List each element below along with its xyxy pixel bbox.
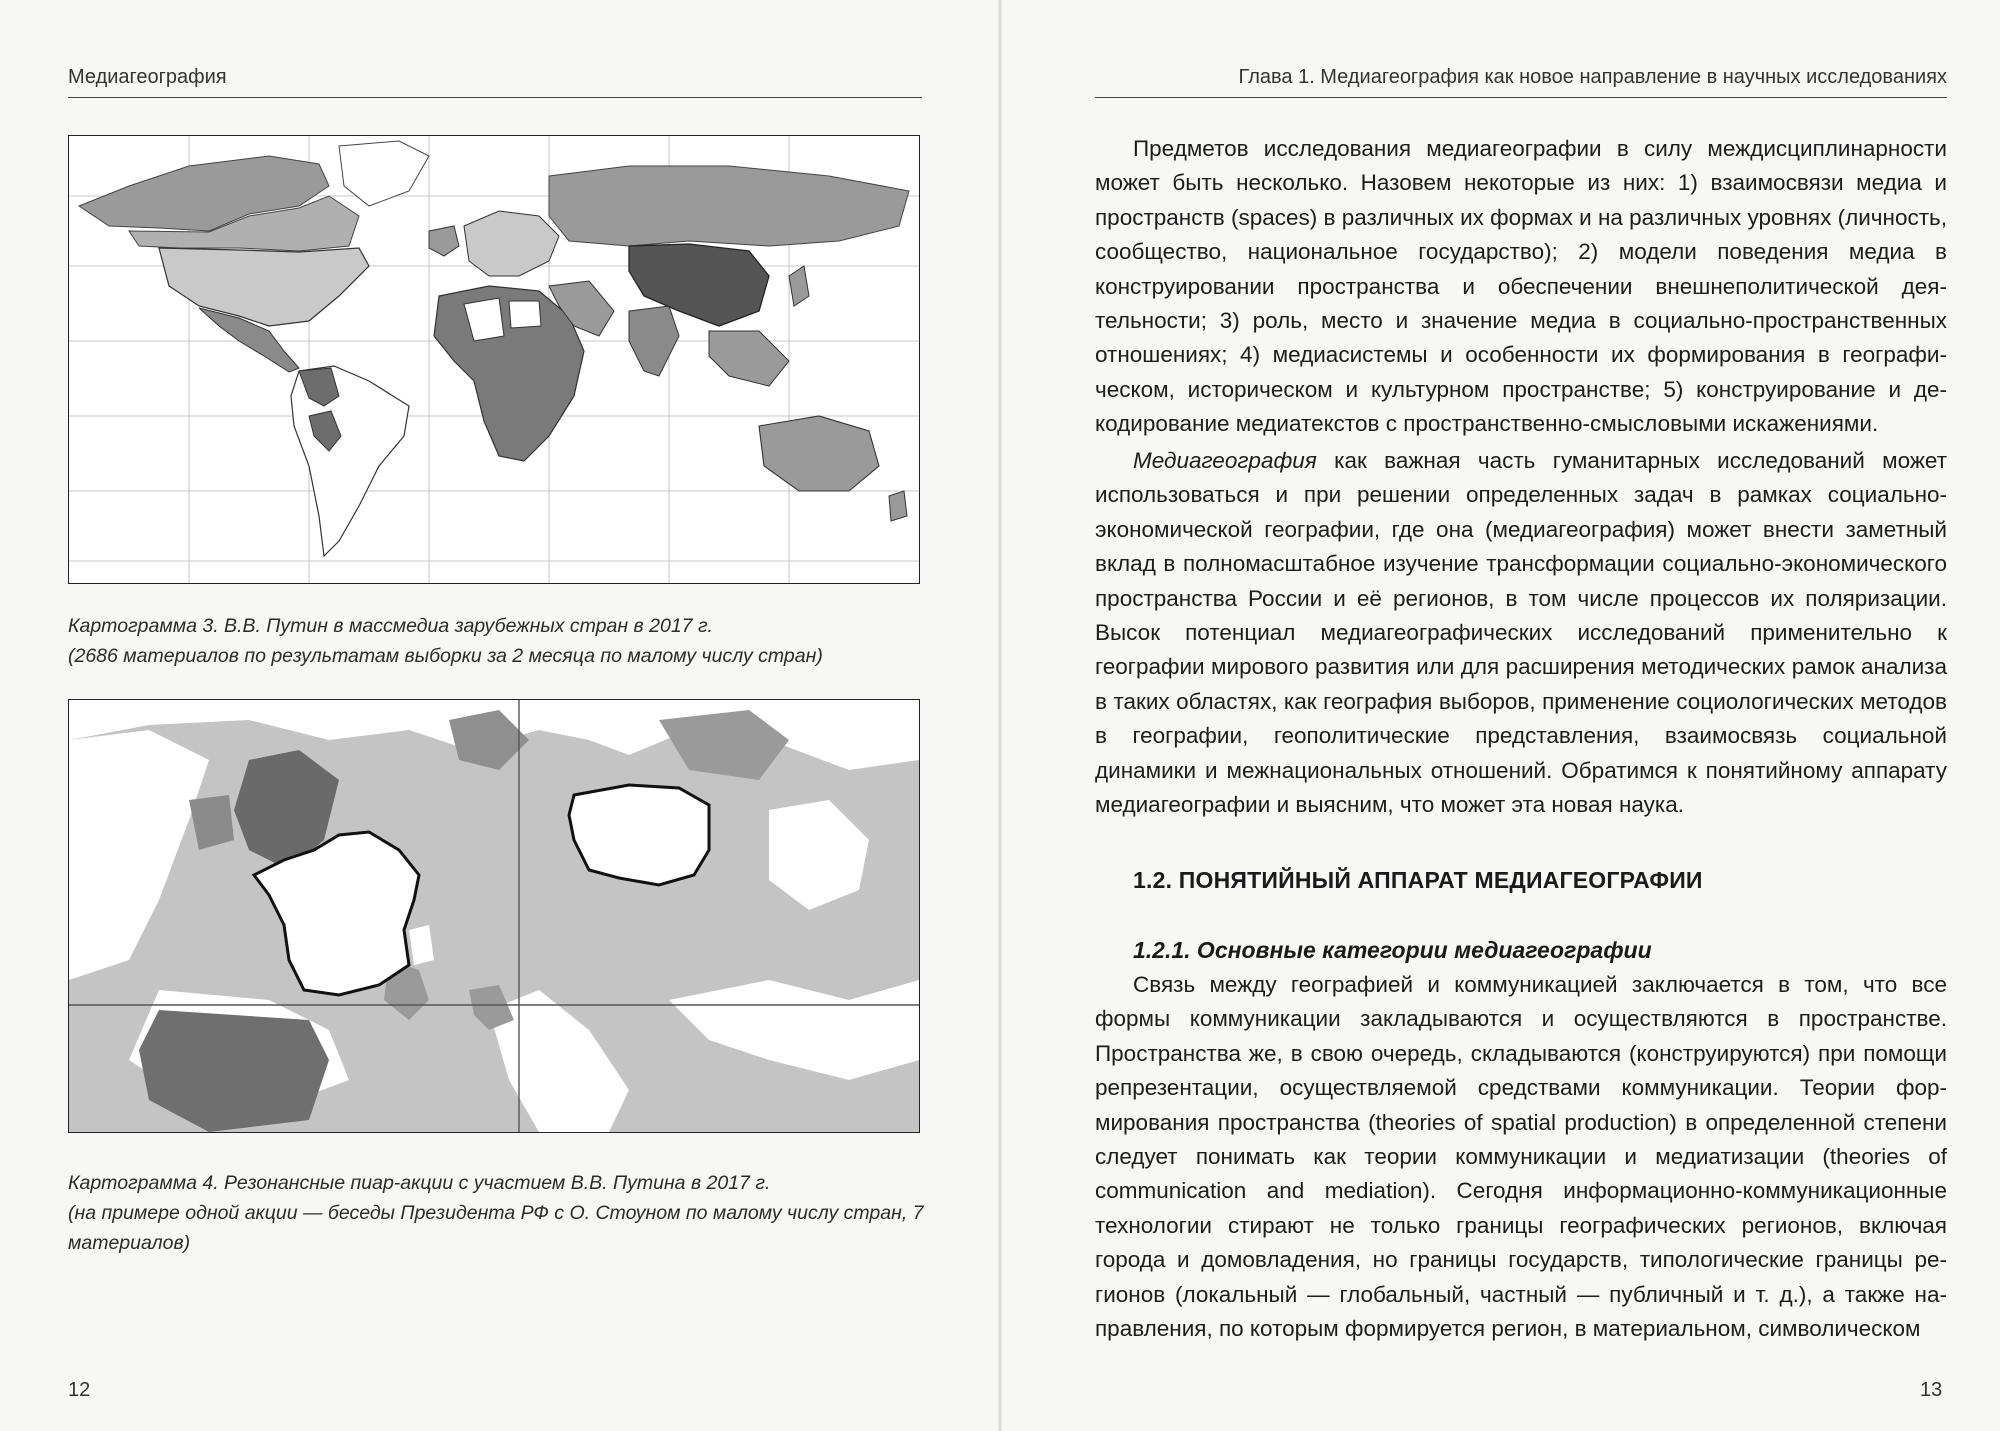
paragraph-2-rest: как важная часть гуманитарных исследований может использоваться и при решении определенных задач в рамках социально-экономической географии, где она (медиагеография) может внести заметный вклад в полномасштабное изучение трансформации социально-экономического пространства России и её регионов, в том числе процессов их поляризации. Высок потенциал медиагеографических исследований применительно к географии мирового развития или для расширения методических рамок анализа в таких областях, как география выборов, применение социологических методов в географии, геополитические представления, взаимосвязь социальной динамики и межнациональных отношений. Обратимся к понятийному аппарату медиагеографии и выясним, что может эта новая наука. [1095, 448, 1947, 818]
paragraph-2-text [1095, 444, 1947, 822]
paragraph-3-text: Связь между географией и коммуникацией заключается в том, что все формы коммуникации закладываются и осуществляются в пространстве. Пространства же, в свою очередь, складываются (конструируются) при помощи репрезентации, осуществляемой средствами коммуникации. Теории формирования пространства (theories of spatial production) в определенной степени следует понимать как теории коммуникации и медиатизации (theories of communication and mediation). Сегодня информационно-коммуникационные технологии стирают не только границы географических регионов, включая города и домовладения, но границы государств, типологические границы регионов (локальный — глобальный, частный — публичный и т. д.), а также направления, по которым формируется регион, в материальном, символическом [1095, 972, 1947, 1342]
europe-map-graphic [69, 700, 919, 1132]
right-page [1000, 0, 2000, 1431]
paragraph-2-term: Медиагеография [1133, 448, 1317, 473]
subsection-heading: 1.2.1. Основные категории медиагеографии [1133, 937, 1652, 963]
map1-caption-line2: (2686 материалов по результатам выборки за 2 месяца по малому числу стран) [68, 645, 823, 667]
map2-caption-line2: (на примере одной акции — беседы Президента РФ с О. Стоуном по малому числу стран, 7 материалов) [68, 1202, 924, 1254]
paragraph-3 [1095, 968, 1947, 1346]
map2-caption [68, 1168, 928, 1258]
map1-caption [68, 611, 928, 671]
world-map-cartogram [68, 135, 920, 584]
map2-caption-line1: Картограмма 4. Резонансные пиар-акции с участием В.В. Путина в 2017 г. [68, 1172, 771, 1194]
running-head-right: Глава 1. Медиагеография как новое направление в научных исследованиях [1095, 66, 1947, 98]
running-head-left: Медиагеография [68, 66, 922, 98]
paragraph-1 [1095, 132, 1947, 442]
paragraph-1-text: Предметов исследования медиагеографии в силу междисциплинарности может быть несколько. Назовем некоторые из них: 1) взаимосвязи медиа и пространств (spaces) в различных их формах и на различных уровнях (личность, сообщество, национальное государство); 2) модели поведения медиа в конструировании пространства и обеспечении внешнеполитической деятельности; 3) роль, место и значение медиа в социально-пространственных отношениях; 4) медиасистемы и особенности их формирования в географическом, историческом и культурном пространстве; 5) конструирование и декодирование медиатекстов с пространственно-смысловыми искажениями. [1095, 136, 1947, 437]
page-number-left: 12 [68, 1379, 91, 1401]
page-number-right: 13 [1920, 1379, 1943, 1401]
map1-caption-line1: Картограмма 3. В.В. Путин в массмедиа зарубежных стран в 2017 г. [68, 615, 713, 637]
world-map-graphic [69, 136, 919, 583]
paragraph-2 [1095, 444, 1947, 822]
section-heading: 1.2. ПОНЯТИЙНЫЙ АППАРАТ МЕДИАГЕОГРАФИИ [1133, 867, 1703, 893]
europe-map-cartogram [68, 699, 920, 1133]
